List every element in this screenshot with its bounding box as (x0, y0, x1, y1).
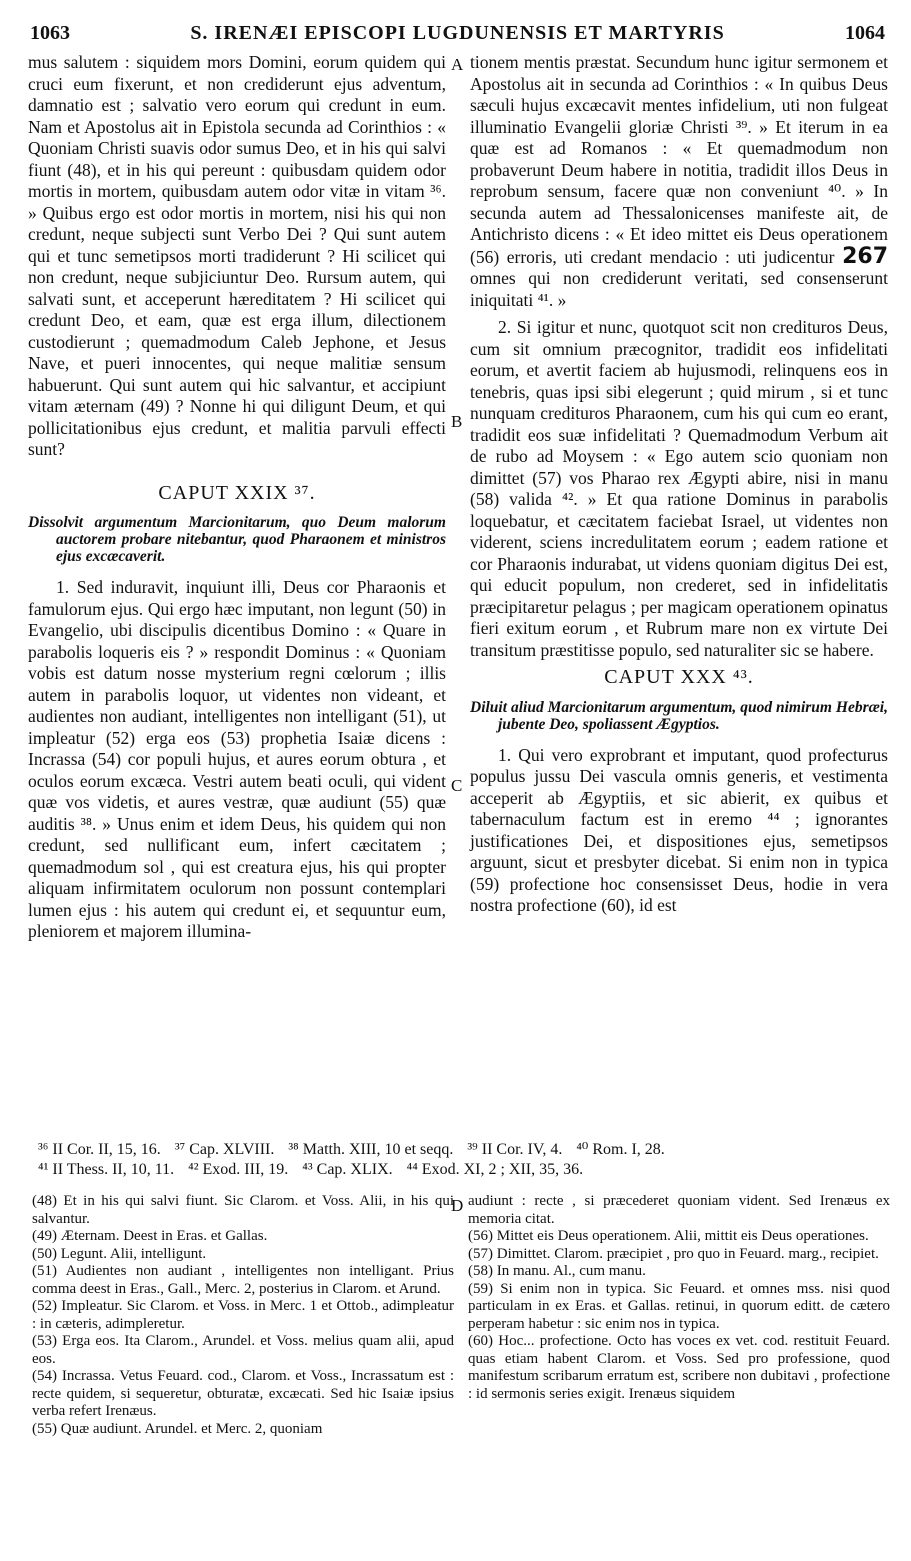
left-column (28, 52, 446, 943)
page-number-left: 1063 (30, 22, 70, 44)
scripture-references (38, 1140, 888, 1180)
footnote: (51) Audientes non audiant , intelligentes non intelligant. Prius comma deest in Eras., Gall., Merc. 2, posterius in Clarom. et Arund. (32, 1263, 454, 1297)
chapter-summary: Dissolvit argumentum Marcionitarum, quo Deum malorum auctorem probare nitebantur, quod Pharaonem et ministros ejus excæcaverit. (28, 514, 446, 565)
footnote: (54) Incrassa. Vetus Feuard. cod., Clarom. et Voss., Incrassatum est : recte quidem, si sequeretur, obturatæ, excæcati. Sed hic Isaiæ ipsius verba refert Irenæus. (32, 1368, 454, 1419)
paragraph: mus salutem : siquidem mors Domini, eorum quidem qui cruci eum fixerunt, et non crediderunt ejus adventum, damnatio est ; salvatio vero eorum qui credunt in eum. Nam et Apostolus ait in Epistola secunda ad Corinthios : « Quoniam Christi suavis odor sumus Deo, et in his qui salvi fiunt (48), et in his qui pereunt : quibusdam quidem odor mortis in mortem, quibusdam autem odor vitæ in vitam ³⁶. » Quibus ergo est odor mortis in mortem, nisi his qui non credunt, neque subjecti sunt Verbo Dei ? Qui sunt autem qui et tunc semetipsos morti tradiderunt ? Hi scilicet qui non credunt, neque subjiciuntur Deo. Rursum autem, qui salvati sunt, et acceperunt hæreditatem ? Hi scilicet qui credunt Deo, et eam, quæ est erga illum, dilectionem custodierunt ; quemadmodum Caleb Jephone, et Jesus Nave, et pueri innocentes, qui neque malitiæ sensum habuerunt. Qui sunt autem qui hic salvantur, et accipiunt vitam æternam (49) ? Nonne hi qui diligunt Deum, et qui pollicitationibus ejus credunt, et malitia parvuli effecti sunt? (28, 52, 446, 459)
margin-letter-b: B (451, 412, 463, 431)
footnote: (57) Dimittet. Clarom. præcipiet , pro quo in Feuard. marg., recipiet. (468, 1245, 879, 1262)
margin-letter-a: A (451, 55, 464, 74)
reference: ⁴⁴ Exod. XI, 2 ; XII, 35, 36. (406, 1161, 584, 1178)
footnote: (50) Legunt. Alii, intelligunt. (32, 1245, 207, 1262)
footnote: (48) Et in his qui salvi fiunt. Sic Clarom. et Voss. Alii, in his qui salvantur. (32, 1193, 454, 1227)
footnote: audiunt : recte , si præcederet quoniam vident. Sed Irenæus ex memoria citat. (468, 1193, 890, 1227)
footnote: (58) In manu. Al., cum manu. (468, 1263, 646, 1279)
edition-page-marker: 267 (842, 243, 889, 269)
reference: ⁴³ Cap. XLIX. (302, 1161, 393, 1178)
margin-letter-d: D (451, 1196, 464, 1215)
reference: ³⁹ II Cor. IV, 4. (467, 1141, 563, 1158)
chapter-summary: Diluit aliud Marcionitarum argumentum, quod nimirum Hebræi, jubente Deo, spoliassent Ægyptios. (470, 698, 888, 733)
reference-line-2 (38, 1160, 888, 1180)
footnotes-right (468, 1193, 890, 1403)
running-title: S. IRENÆI EPISCOPI LUGDUNENSIS ET MARTYRIS (190, 22, 725, 44)
paragraph: 1. Sed induravit, inquiunt illi, Deus cor Pharaonis et famulorum ejus. Qui ergo hæc imputant, non legunt (50) in Evangelio, ubi discipulis dicentibus Domino : « Quare in parabolis loqueris eis ? » respondit Dominus : « Quoniam vobis est datum nosse mysterium regni cœlorum ; illis autem in parabolis loquor, ut videntes non videant, et audientes non audiant, intelligentes non intelligant (51), ut impleatur (52) erga eos (53) prophetia Isaiæ dicens : Incrassa (54) cor populi hujus, et aures eorum obtura , et oculos eorum excæca. Vestri autem beati oculi, qui vident quæ vos videtis, et aures vestræ, quæ audiunt (55) quæ auditis ³⁸. » Unus enim et idem Deus, his quidem qui non credunt, sed nullificant eum, infert cæcitatem ; quemadmodum sol , qui est creatura ejus, his qui propter aliquam infirmitatem oculorum non possunt contemplari lumen ejus : his autem qui credunt ei, et sequuntur eum, pleniorem et majorem illumina- (28, 577, 446, 941)
page-header (30, 22, 885, 48)
paragraph (470, 52, 888, 311)
chapter-heading: CAPUT XXX ⁴³. (604, 666, 754, 688)
reference: ⁴² Exod. III, 19. (188, 1161, 289, 1178)
margin-letter-c: C (451, 776, 463, 795)
reference: ⁴⁰ Rom. I, 28. (576, 1141, 665, 1158)
footnote: (56) Mittet eis Deus operationem. Alii, mittit eis Deus operationes. (468, 1228, 869, 1244)
paragraph: 2. Si igitur et nunc, quotquot scit non credituros Deus, cum sit omnium præcognitor, tradidit eos infidelitati eorum, et avertit faciem ab hujusmodi, relinquens eos in tenebris, quas ipsi sibi elegerunt ; quid mirum , si et tunc nunquam credituros Pharaonem, cum his qui cum eo erant, tradidit eos suæ infidelitati ? Quemadmodum Verbum ait de rubo ad Moysem : « Ego autem scio quoniam non dimittet (57) vos Pharao rex Ægypti abire, nisi in manu (58) valida ⁴². » Et qua ratione Dominus in parabolis loquebatur, et cæcitatem faciebat Israel, ut videntes non viderent, sciens incredulitatem eorum ; eadem ratione et cor Pharaonis indurabat, ut videns quoniam digitus Dei est, qui educit populum, non crederet, sed in infidelitatis præcipitaretur pelagus ; per magicam operationem opinatus fieri exitum eorum , et Rubrum mare non ex virtute Dei transitum præstitisse populo, sed naturaliter sic se habere. (470, 317, 888, 660)
text-span: tionem mentis præstat. Secundum hunc igitur sermonem et Apostolus ait in secunda ad Corinthios : « In quibus Deus sæculi hujus excæcavit mentes infidelium, uti non fulgeat illuminatio Evangelii gloriæ Christi ³⁹. » Et iterum in ea quæ est ad Romanos : « Et quemadmodum non probaverunt Deum habere in notitia, tradidit illos Deus in reprobum sensum, facere quæ non conveniunt ⁴⁰. » In secunda autem ad Thessalonicenses manifeste ait, de Antichristo dicens : « Et ideo mittet eis Deus operationem (56) erroris, uti credant mendacio : uti judicentur (470, 52, 888, 267)
footnote: (49) Æternam. Deest in Eras. et Gallas. (32, 1228, 268, 1244)
chapter-heading: CAPUT XXIX ³⁷. (158, 481, 316, 504)
footnote: (53) Erga eos. Ita Clarom., Arundel. et Voss. melius quam alii, apud eos. (32, 1333, 454, 1367)
footnote: (60) Hoc... profectione. Octo has voces ex vet. cod. restituit Feuard. quas etiam habent Clarom. et Voss. Sed pro professione, quod manifestum scribarum erratum est, scribere non dubitavi , profectione : id sermonis series exigit. Irenæus siquidem (468, 1333, 890, 1402)
reference: ³⁷ Cap. XLVIII. (174, 1141, 275, 1158)
reference-line-1 (38, 1140, 888, 1160)
footnotes-left (32, 1193, 454, 1438)
footnote: (59) Si enim non in typica. Sic Feuard. et omnes mss. nisi quod particulam in ex Eras. et Gallas. retinui, in quorum editt. de cætero perperam habetur : sic enim nos in typica. (468, 1280, 890, 1332)
paragraph: 1. Qui vero exprobrant et imputant, quod profecturus populus jussu Dei vascula omnis generis, et vestimenta acceperit ab Ægyptiis, et sic abierit, ex quibus et tabernaculum factum est in eremo ⁴⁴ ; ignorantes justificationes Dei, et dispositiones ejus, semetipsos arguunt, sicut et presbyter dicebat. Si enim non in typica (59) profectione hoc consensisset Deus, hodie in vera nostra profectione (60), id est (470, 744, 888, 915)
reference: ³⁶ II Cor. II, 15, 16. (38, 1141, 161, 1158)
page-number-right: 1064 (845, 22, 885, 44)
right-column (470, 52, 888, 917)
text-span: omnes qui non crediderunt veritati, sed consenserunt iniquitati ⁴¹. » (470, 268, 888, 310)
footnote: (52) Impleatur. Sic Clarom. et Voss. in Merc. 1 et Ottob., adimpleatur : in cæteris, adimpleretur. (32, 1298, 454, 1332)
reference: ⁴¹ II Thess. II, 10, 11. (38, 1161, 175, 1178)
footnote: (55) Quæ audiunt. Arundel. et Merc. 2, quoniam (32, 1420, 323, 1437)
reference: ³⁸ Matth. XIII, 10 et seqq. (288, 1141, 454, 1158)
